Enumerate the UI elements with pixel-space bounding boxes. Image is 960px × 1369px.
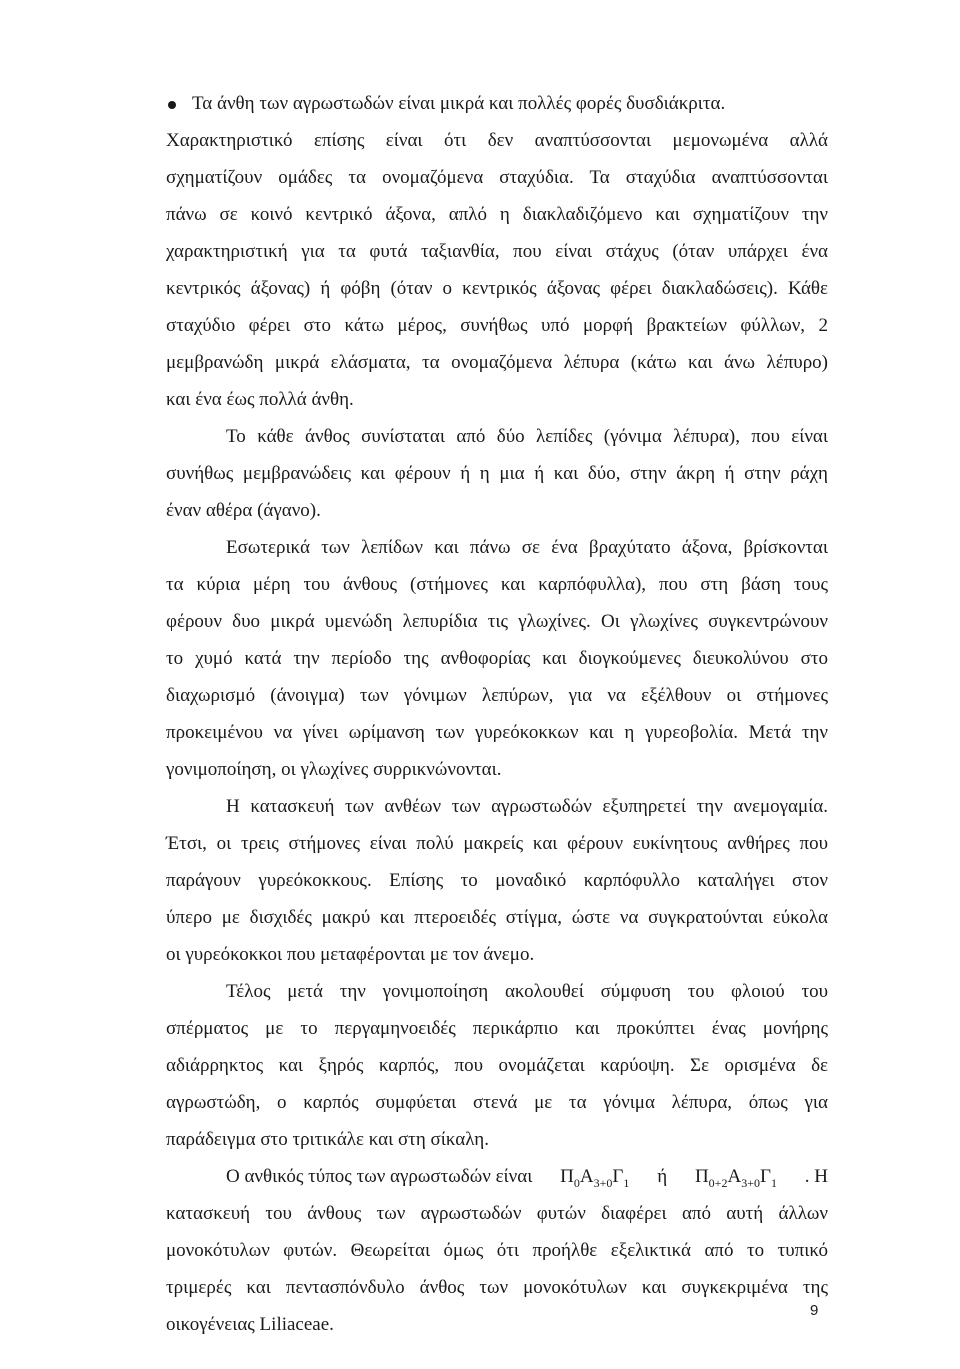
formula-symbol: Γ [612, 1166, 624, 1187]
bullet-icon [168, 101, 176, 109]
page-number: 9 [810, 1302, 819, 1319]
floral-formula-1 [560, 1165, 629, 1189]
text-line: Χαρακτηριστικό επίσης είναι ότι δεν αναπτύσσονται μεμονωμένα αλλά [166, 130, 828, 151]
text-line: διαχωρισμό (άνοιγμα) των γόνιμων λεπύρων, για να εξέλθουν οι στήμονες [166, 685, 828, 706]
formula-conjunction: ή [657, 1166, 668, 1187]
text-line: το χυμό κατά την περίοδο της ανθοφορίας και διογκούμενες διευκολύνου στο [166, 648, 828, 669]
text-line: Το κάθε άνθος συνίσταται από δύο λεπίδες (γόνιμα λέπυρα), που είναι [226, 426, 828, 447]
text-line: πάνω σε κοινό κεντρικό άξονα, απλό η διακλαδιζόμενο και σχηματίζουν την [166, 204, 828, 225]
formula-symbol: Γ [759, 1166, 771, 1187]
text-line: αγρωστώδη, ο καρπός συμφύεται στενά με τα γόνιμα λέπυρα, όπως για [166, 1092, 828, 1113]
formula-subscript: 1 [623, 1175, 630, 1190]
text-line: τα κύρια μέρη του άνθους (στήμονες και καρπόφυλλα), που στη βάση τους [166, 574, 828, 595]
text-line: Εσωτερικά των λεπίδων και πάνω σε ένα βραχύτατο άξονα, βρίσκονται [226, 537, 828, 558]
text-line: συνήθως μεμβρανώδεις και φέρουν ή η μια ή και δύο, στην άκρη ή στην ράχη [166, 463, 828, 484]
text-line: αδιάρρηκτος και ξηρός καρπός, που ονομάζεται καρύοψη. Σε ορισμένα δε [166, 1055, 828, 1076]
formula-symbol: Α [579, 1166, 594, 1187]
text-line: σπέρματος με το περγαμηνοειδές περικάρπιο και προκύπτει ένας μονήρης [166, 1018, 828, 1039]
text-line: φέρουν δυο μικρά υμενώδη λεπυρίδια τις γλωχίνες. Οι γλωχίνες συγκεντρώνουν [166, 611, 828, 632]
formula-subscript: 3+0 [593, 1175, 613, 1190]
text-line: Έτσι, οι τρεις στήμονες είναι πολύ μακρείς και φέρουν ευκίνητους ανθήρες που [166, 833, 828, 854]
text-line: παράδειγμα στο τριτικάλε και στη σίκαλη. [166, 1129, 489, 1150]
text-line: σχηματίζουν ομάδες τα ονομαζόμενα σταχύδια. Τα σταχύδια αναπτύσσονται [166, 167, 828, 188]
text-line: σταχύδιο φέρει στο κάτω μέρος, συνήθως υπό μορφή βρακτείων φύλλων, 2 [166, 315, 828, 336]
formula-suffix: . Η [804, 1166, 828, 1187]
formula-subscript: 0+2 [708, 1175, 728, 1190]
text-line: οι γυρεόκοκκοι που μεταφέρονται με τον άνεμο. [166, 944, 535, 965]
text-line: κατασκευή του άνθους των αγρωστωδών φυτών διαφέρει από αυτή άλλων [166, 1203, 828, 1224]
floral-formula-2 [695, 1165, 777, 1189]
text-line: ύπερο με δισχιδές μακρύ και πτεροειδές στίγμα, ώστε να συγκρατούνται εύκολα [166, 907, 828, 928]
formula-symbol: Π [560, 1166, 574, 1187]
text-line: μεμβρανώδη μικρά ελάσματα, τα ονομαζόμενα λέπυρα (κάτω και άνω λέπυρο) [166, 352, 828, 373]
text-line: προκειμένου να γίνει ωρίμανση των γυρεόκοκκων και η γυρεοβολία. Μετά την [166, 722, 828, 743]
text-line: και ένα έως πολλά άνθη. [166, 389, 354, 410]
text-line: Η κατασκευή των ανθέων των αγρωστωδών εξυπηρετεί την ανεμογαμία. [226, 796, 828, 817]
text-line: οικογένειας Liliaceae. [166, 1314, 334, 1335]
formula-subscript: 1 [770, 1175, 777, 1190]
formula-subscript: 3+0 [741, 1175, 760, 1190]
formula-symbol: Π [694, 1166, 709, 1187]
text-line: μονοκότυλων φυτών. Θεωρείται όμως ότι προήλθε εξελικτικά από το τυπικό [166, 1240, 828, 1261]
text-line: έναν αθέρα (άγανο). [166, 500, 321, 521]
text-line: Τέλος μετά την γονιμοποίηση ακολουθεί σύμφυση του φλοιού του [226, 981, 828, 1002]
formula-symbol: Α [727, 1166, 742, 1187]
text-line: Τα άνθη των αγρωστωδών είναι μικρά και πολλές φορές δυσδιάκριτα. [192, 93, 726, 114]
formula-subscript: 0 [573, 1175, 580, 1190]
text-line: χαρακτηριστική για τα φυτά ταξιανθία, που είναι στάχυς (όταν υπάρχει ένα [166, 241, 828, 262]
text-line: κεντρικός άξονας) ή φόβη (όταν ο κεντρικός άξονας φέρει διακλαδώσεις). Κάθε [166, 278, 828, 299]
floral-formula-line [226, 1165, 828, 1189]
text-line: τριμερές και πεντασπόνδυλο άνθος των μονοκότυλων και συγκεκριμένα της [166, 1277, 828, 1298]
formula-prefix: Ο ανθικός τύπος των αγρωστωδών είναι [226, 1166, 533, 1187]
text-line: παράγουν γυρεόκοκκους. Επίσης το μοναδικό καρπόφυλλο καταλήγει στον [166, 870, 828, 891]
text-line: γονιμοποίηση, οι γλωχίνες συρρικνώνονται. [166, 759, 502, 780]
